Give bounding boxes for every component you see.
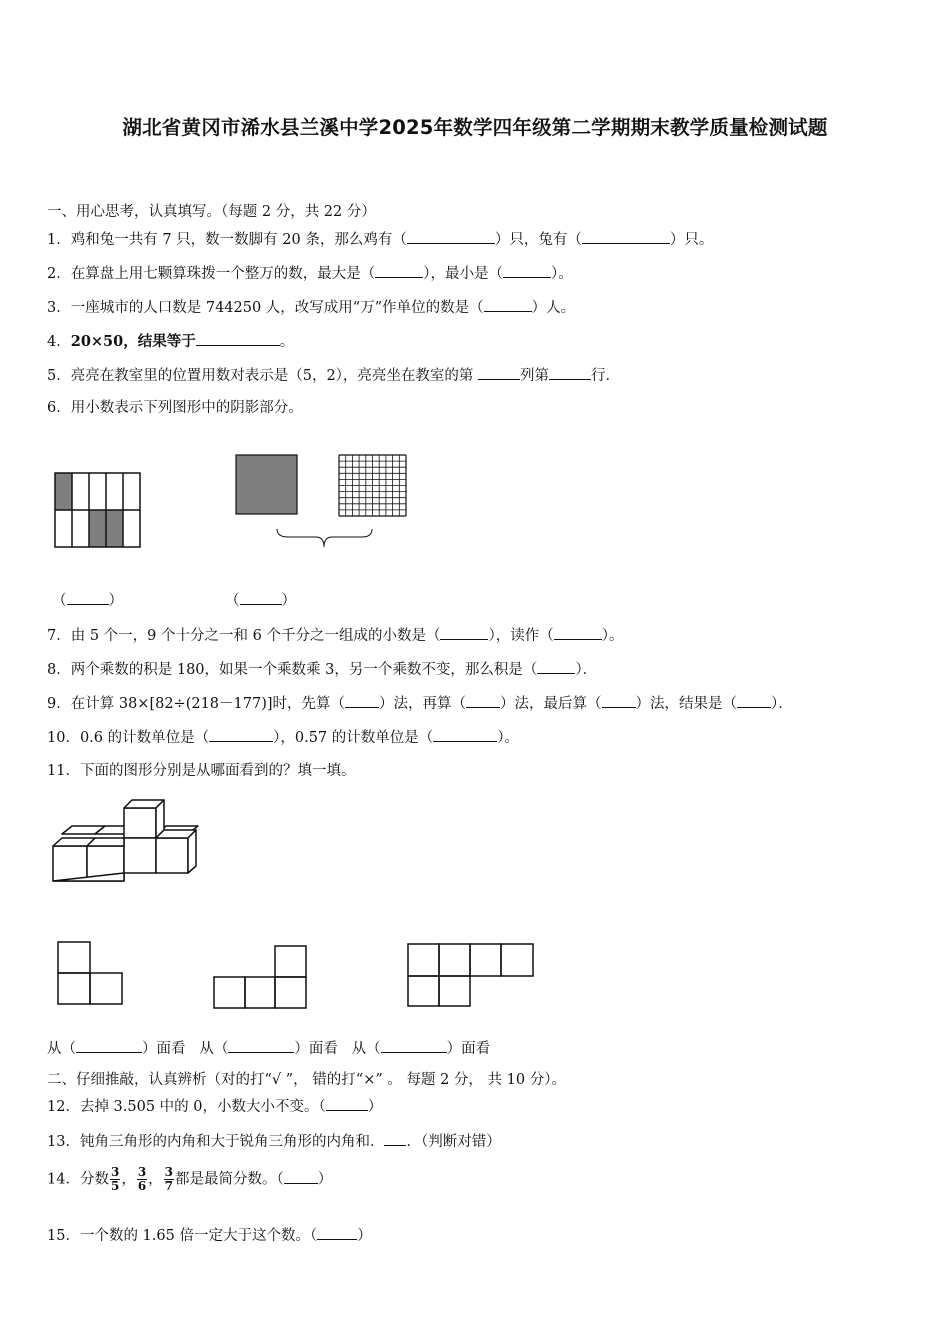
- question-6-answer-1: （ ）: [52, 590, 123, 610]
- question-9: 9．在计算 38×[82÷(218－177)]时，先算（ ）法，再算（ ）法，最后算（ ）法，结果是（ ）．: [47, 693, 793, 713]
- answer-blank[interactable]: [537, 659, 575, 674]
- section-1-heading: 一、用心思考，认真填写。（每题 2 分，共 22 分）: [47, 204, 376, 220]
- brace-icon: [276, 528, 374, 550]
- question-6-answer-2: （ ）: [225, 590, 296, 610]
- answer-blank[interactable]: [375, 263, 423, 278]
- answer-blank[interactable]: [76, 1038, 142, 1053]
- question-4: 4．20×50，结果等于 。: [47, 333, 295, 350]
- page-title: 湖北省黄冈市浠水县兰溪中学2025年数学四年级第二学期期末教学质量检测试题: [122, 116, 828, 139]
- question-5: 5．亮亮在教室里的位置用数对表示是（5，2），亮亮坐在教室的第 列第 行．: [47, 365, 620, 385]
- shaded-square-figure: [235, 454, 299, 516]
- section-2-heading: 二、仔细推敲，认真辨析（对的打“√ ”， 错的打“×” 。 每题 2 分， 共 10 分）。: [47, 1072, 566, 1088]
- answer-blank[interactable]: [466, 693, 500, 708]
- view-1-figure: [56, 940, 126, 1006]
- question-15: 15．一个数的 1.65 倍一定大于这个数。（ ）: [47, 1225, 372, 1245]
- answer-blank[interactable]: [478, 365, 520, 380]
- question-3: 3．一座城市的人口数是 744250 人，改写成用“万”作单位的数是（ ）人。: [47, 297, 575, 317]
- answer-blank[interactable]: [440, 625, 488, 640]
- answer-blank[interactable]: [209, 727, 273, 742]
- answer-blank[interactable]: [384, 1131, 406, 1146]
- answer-blank[interactable]: [67, 590, 109, 605]
- question-2: 2．在算盘上用七颗算珠拨一个整万的数，最大是（ ），最小是（ ）。: [47, 263, 573, 283]
- question-10: 10．0.6 的计数单位是（ ），0.57 的计数单位是（ ）。: [47, 727, 519, 747]
- question-13: 13．钝角三角形的内角和大于锐角三角形的内角和． ．（判断对错）: [47, 1131, 501, 1151]
- answer-blank[interactable]: [737, 693, 771, 708]
- answer-blank[interactable]: [503, 263, 551, 278]
- fraction: $\frac{3}{7}$: [164, 1165, 174, 1193]
- answer-blank[interactable]: [345, 693, 379, 708]
- answer-blank[interactable]: [317, 1225, 357, 1240]
- question-11-answers: 从（ ）面看 从（ ）面看 从（ ）面看: [47, 1038, 490, 1058]
- answer-blank[interactable]: [228, 1038, 294, 1053]
- question-12: 12．去掉 3.505 中的 0，小数大小不变。（ ）: [47, 1096, 382, 1116]
- answer-blank[interactable]: [602, 693, 636, 708]
- question-7: 7．由 5 个一，9 个十分之一和 6 个千分之一组成的小数是（ ），读作（ ）。: [47, 625, 623, 645]
- answer-blank[interactable]: [326, 1096, 368, 1111]
- view-3-figure: [406, 942, 538, 1008]
- answer-blank[interactable]: [484, 297, 532, 312]
- answer-blank[interactable]: [407, 229, 495, 244]
- view-2-figure: [212, 944, 312, 1010]
- answer-blank[interactable]: [433, 727, 497, 742]
- question-11: 11．下面的图形分别是从哪面看到的？填一填。: [47, 763, 356, 779]
- answer-blank[interactable]: [196, 331, 280, 346]
- answer-blank[interactable]: [549, 365, 591, 380]
- answer-blank[interactable]: [582, 229, 670, 244]
- question-14: 14．分数 $\frac{3}{5}$ ， $\frac{3}{6}$ ， $\frac{3}{7}$ 都是最简分数。（ ）: [47, 1165, 333, 1193]
- question-1: 1．鸡和兔一共有 7 只，数一数脚有 20 条，那么鸡有（ ）只，兔有（ ）只。: [47, 229, 713, 249]
- cube-solid-figure: [50, 796, 205, 888]
- fraction: $\frac{3}{5}$: [110, 1165, 120, 1193]
- question-8: 8．两个乘数的积是 180，如果一个乘数乘 3，另一个乘数不变，那么积是（ ）．: [47, 659, 597, 679]
- answer-blank[interactable]: [554, 625, 602, 640]
- question-6: 6．用小数表示下列图形中的阴影部分。: [47, 400, 303, 416]
- answer-blank[interactable]: [240, 590, 282, 605]
- answer-blank[interactable]: [284, 1169, 318, 1184]
- shaded-grid-figure: [54, 472, 144, 552]
- answer-blank[interactable]: [381, 1038, 447, 1053]
- fraction: $\frac{3}{6}$: [137, 1165, 147, 1193]
- hundred-grid-figure: [338, 454, 408, 518]
